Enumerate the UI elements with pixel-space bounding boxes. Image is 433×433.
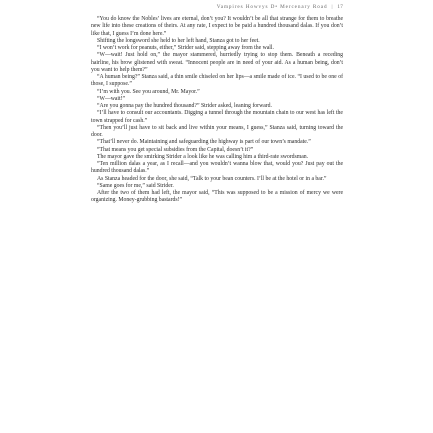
header-separator: | <box>331 4 334 10</box>
paragraph-8: “Are you gonna pay the hundred thousand?” Strider asked, leaning forward. <box>97 103 272 109</box>
paragraph-7: “W—wait!” <box>97 95 126 102</box>
body-text <box>91 16 343 205</box>
paragraph-9: “I’ll have to consult our accountants. Digging a tunnel through the mountain chain to our west has left the town strapped for cash.” <box>91 110 343 124</box>
paragraph-10: “Then you’ll just have to sit back and live within your means, I guess,” Stanza said, turning toward the door. <box>91 124 343 138</box>
paragraph-15: As Stanza headed for the door, she said, “Talk to your bean counters. I’ll be at the hotel or in a bar.” <box>97 175 327 182</box>
page-number: 17 <box>337 4 343 10</box>
running-header <box>91 4 343 13</box>
paragraph-13: The mayor gave the smirking Strider a look like he was calling him a third-rate swordsman. <box>97 153 309 160</box>
book-page <box>91 4 343 432</box>
paragraph-11: “That’ll never do. Maintaining and safeguarding the highway is part of our town’s mandate.” <box>97 139 311 146</box>
paragraph-5: “A human being?” Stanza said, a thin smile chiseled on her lips—a smile made of ice. “I used to be one of those, I suppose.” <box>91 74 343 88</box>
paragraph-12: “That means you get special subsidies from the Capital, doesn’t it?” <box>97 146 254 153</box>
paragraph-17: After the two of them had left, the mayor said, “This was supposed to be a mission of mercy we were organizing. Money-grubbing bastards!” <box>91 190 343 204</box>
paragraph-14: “Ten million dalas a year, as I recall—and you wouldn’t wanna blow that, would you? Just pay out the hundred thousand dalas.” <box>91 161 343 175</box>
paragraph-16: “Same goes for me,” said Strider. <box>97 182 174 189</box>
paragraph-1: “You do know the Nobles’ lives are eternal, don’t you? It wouldn’t be all that strange for them to breathe new life into these creations of theirs. At any rate, I expect to be paid a hundred thousand dalas. If you don’t like that, I guess I’m done here.” <box>91 16 343 37</box>
paragraph-6: “I’m with you. See you around, Mr. Mayor.” <box>97 88 200 95</box>
paragraph-2: Shifting the longsword she held to her left hand, Stanza got to her feet. <box>97 37 260 44</box>
paragraph-3: “I won’t work for peanuts, either,” Strider said, stepping away from the wall. <box>97 45 274 51</box>
running-title: Vampires Howvys D• Mercenary Road <box>216 4 328 10</box>
paragraph-4: “W—wait! Just hold on,” the mayor stammered, hurriedly trying to stop them. Beneath a receding hairline, his brow glistened with sweat. “Innocent people are in need of your aid. As a human being, don’t you want to help them?” <box>91 52 343 73</box>
